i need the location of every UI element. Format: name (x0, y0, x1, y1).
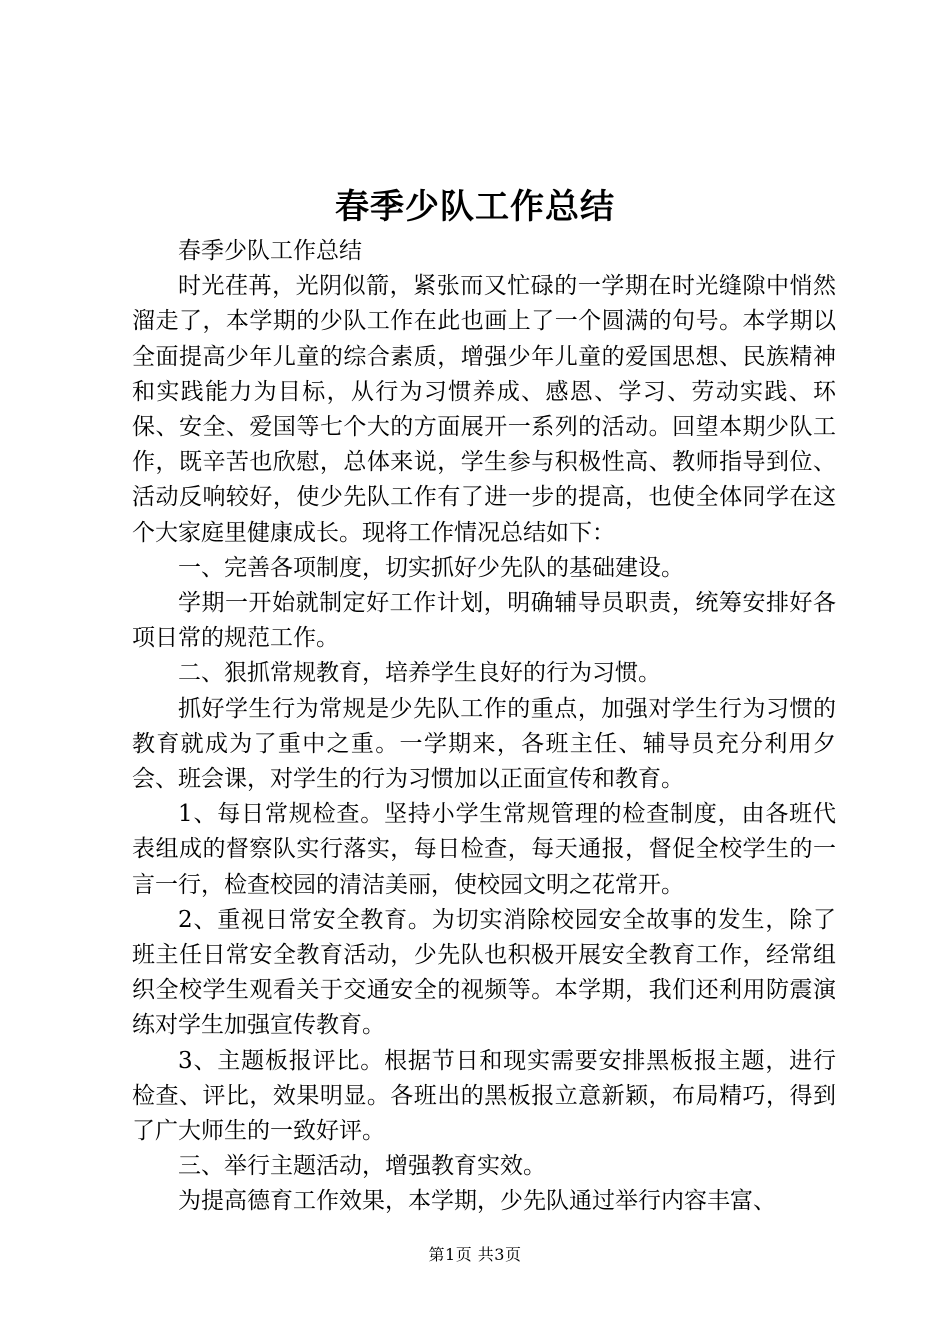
list-item-2: 2、重视日常安全教育。为切实消除校园安全故事的发生，除了班主任日常安全教育活动，少先队也积极开展安全教育工作，经常组织全校学生观看关于交通安全的视频等。本学期，我们还利用防震演练对学生加强宣传教育。 (132, 906, 836, 1039)
paragraph-intro: 时光荏苒，光阴似箭，紧张而又忙碌的一学期在时光缝隙中悄然溜走了，本学期的少队工作在此也画上了一个圆满的句号。本学期以全面提高少年儿童的综合素质，增强少年儿童的爱国思想、民族精神和实践能力为目标，从行为习惯养成、感恩、学习、劳动实践、环保、安全、爱国等七个大的方面展开一系列的活动。回望本期少队工作，既辛苦也欣慰，总体来说，学生参与积极性高、教师指导到位、活动反响较好，使少先队工作有了进一步的提高，也使全体同学在这个大家庭里健康成长。现将工作情况总结如下： (132, 273, 836, 546)
paragraph: 抓好学生行为常规是少先队工作的重点，加强对学生行为习惯的教育就成为了重中之重。一学期来，各班主任、辅导员充分利用夕会、班会课，对学生的行为习惯加以正面宣传和教育。 (132, 695, 836, 793)
list-item-3: 3、主题板报评比。根据节日和现实需要安排黑板报主题，进行检查、评比，效果明显。各班出的黑板报立意新颖，布局精巧，得到了广大师生的一致好评。 (132, 1047, 836, 1145)
section-heading-2: 二、狠抓常规教育，培养学生良好的行为习惯。 (178, 660, 661, 687)
section-heading-1: 一、完善各项制度，切实抓好少先队的基础建设。 (178, 554, 684, 581)
paragraph-subtitle: 春季少队工作总结 (178, 238, 362, 264)
list-item-1: 1、每日常规检查。坚持小学生常规管理的检查制度，由各班代表组成的督察队实行落实，每日检查，每天通报，督促全校学生的一言一行，检查校园的清洁美丽，使校园文明之花常开。 (132, 801, 836, 898)
document-body (132, 234, 836, 1220)
paragraph: 为提高德育工作效果，本学期，少先队通过举行内容丰富、 (178, 1188, 776, 1215)
paragraph: 学期一开始就制定好工作计划，明确辅导员职责，统筹安排好各项日常的规范工作。 (132, 590, 836, 652)
page-footer: 第1页 共3页 (428, 1245, 522, 1264)
section-heading-3: 三、举行主题活动，增强教育实效。 (178, 1153, 546, 1180)
document-title: 春季少队工作总结 (335, 187, 615, 227)
